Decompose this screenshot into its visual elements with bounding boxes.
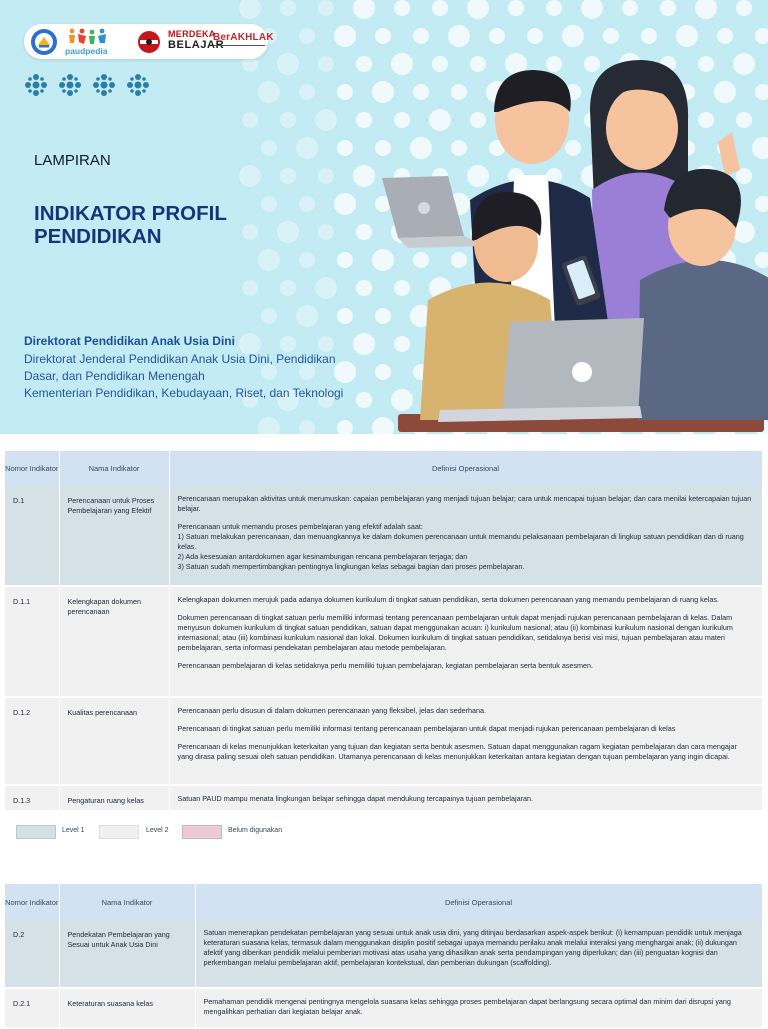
people-with-laptops-illustration	[380, 50, 768, 434]
title-line-2: PENDIDIKAN	[34, 225, 162, 248]
table-row	[5, 988, 762, 1028]
pattern-dot	[296, 305, 318, 327]
definition-paragraph: Perencanaan perlu disusun di dalam dokumen perencanaan yang fleksibel, jelas dan sederhana.	[177, 706, 486, 715]
table-row	[5, 920, 762, 988]
legend-label-level1: Level 1	[62, 827, 85, 834]
pattern-dot	[242, 112, 258, 128]
definition-paragraph: Satuan PAUD mampu menata lingkungan belajar sehingga dapat mendukung tercapainya tujuan pembelajaran.	[177, 794, 533, 803]
pattern-dot	[375, 28, 391, 44]
merdeka-belajar-emblem	[136, 30, 162, 54]
directorate-name: Direktorat Pendidikan Anak Usia Dini	[24, 334, 235, 348]
indicator-number: D.2	[5, 920, 59, 988]
pattern-dot	[337, 140, 353, 156]
pattern-dot	[448, 25, 470, 47]
pattern-dot	[356, 224, 372, 240]
pattern-dot	[261, 140, 277, 156]
pattern-dot	[337, 420, 353, 434]
pattern-dot	[755, 28, 768, 44]
indicator-name: Pengaturan ruang kelas	[59, 785, 169, 811]
header-number: Nomor Indikator	[5, 884, 59, 920]
indicator-table-2	[5, 884, 763, 1029]
indicator-definition	[195, 988, 762, 1028]
pattern-dot	[432, 0, 448, 16]
pattern-dot	[261, 308, 277, 324]
definition-list-item: 2) Ada kesesuaian antardokumen agar kesinambungan rencana pembelajaran terjaga; dan	[177, 552, 468, 561]
pattern-dot	[277, 221, 299, 243]
ornament-icon	[127, 74, 149, 96]
pattern-dot	[280, 112, 296, 128]
header-definition: Definisi Operasional	[195, 884, 762, 920]
definition-paragraph: Perencanaan untuk memandu proses pembelajaran yang efektif adalah saat:	[177, 522, 423, 531]
pattern-dot	[356, 392, 372, 408]
berakhlak-logo	[213, 32, 274, 52]
indicator-definition	[169, 697, 762, 785]
indicator-number: D.1	[5, 486, 59, 586]
document-label: LAMPIRAN	[34, 152, 111, 169]
pattern-dot	[334, 25, 356, 47]
pattern-dot	[318, 0, 334, 16]
pattern-dot	[508, 0, 524, 16]
pattern-dot	[242, 280, 258, 296]
definition-paragraph: Perencanaan merupakan aktivitas untuk merumuskan: capaian pembelajaran yang menjadi tujuan belajar; cara untuk mencapai tujuan belajar; dan cara menilai ketercapaian tujuan belajar.	[177, 494, 752, 513]
indicator-name: Perencanaan untuk Proses Pembelajaran yang Efektif	[59, 486, 169, 586]
directorate-general-line-2: Dasar, dan Pendidikan Menengah	[24, 369, 205, 383]
pattern-dot	[258, 81, 280, 103]
legend-swatch-level1	[16, 825, 56, 839]
pattern-dot	[353, 333, 375, 355]
pattern-dot	[736, 0, 752, 16]
definition-paragraph: Satuan menerapkan pendekatan pembelajaran yang sesuai untuk anak usia dini, yang ditinjau berdasarkan aspek-aspek berikut: (i) kemampuan pendidik untuk menjaga keteraturan suasana kelas, termasuk dalam menggunakan disiplin positif sebagai upaya memandu perilaku anak melalui interaksi yang menghargai anak; (ii) dukungan afektif yang diberikan pendidik melalui pemberian motivasi atas usaha yang dihasilkan anak serta pendampingan yang diperlukan; dan (iii) penguatan kognisi dan perkembangan melalui pembelajaran aktif, pembelajaran kontekstual, dan pemberian dukungan (scaffolding).	[203, 928, 742, 967]
definition-list-item: 1) Satuan melakukan perencanaan, dan menuangkannya ke dalam dokumen perencanaan untuk memandu pelaksanaan pembelajaran di lingkup satuan pendidikan dan di ruang kelas.	[177, 532, 744, 551]
title-line-1: INDIKATOR PROFIL	[34, 202, 227, 225]
pattern-dot	[695, 0, 717, 19]
pattern-dot	[660, 0, 676, 16]
pattern-dot	[337, 308, 353, 324]
berakhlak-tagline-lines	[213, 45, 265, 52]
indicator-definition	[195, 920, 762, 988]
pattern-dot	[239, 0, 261, 19]
pattern-dot	[318, 168, 334, 184]
pattern-dot	[717, 28, 733, 44]
pattern-dot	[546, 0, 562, 16]
merdeka-text: MERDEKA	[168, 29, 216, 39]
indicator-name: Kelengkapan dokumen perencanaan	[59, 586, 169, 697]
header-name: Nama Indikator	[59, 451, 169, 486]
table-row	[5, 785, 762, 811]
pattern-dot	[315, 109, 337, 131]
ministry-name: Kementerian Pendidikan, Kebudayaan, Riset, dan Teknologi	[24, 386, 344, 400]
pattern-dot	[334, 193, 356, 215]
belajar-text: BELAJAR	[168, 39, 225, 51]
pattern-dot	[280, 168, 296, 184]
ornament-icon	[59, 74, 81, 96]
directorate-general-line-1: Direktorat Jenderal Pendidikan Anak Usia Dini, Pendidikan	[24, 352, 336, 366]
definition-paragraph: Perencanaan di tingkat satuan perlu memiliki informasi tentang perencanaan pembelajaran untuk dapat menjadi rujukan perencanaan pembelajaran di kelas	[177, 724, 676, 733]
pattern-dot	[413, 28, 429, 44]
paudpedia-logo	[64, 27, 128, 57]
cover-banner	[0, 0, 768, 434]
header-definition: Definisi Operasional	[169, 451, 762, 486]
legend-swatch-level2	[99, 825, 139, 839]
pattern-dot	[356, 112, 372, 128]
indicator-name: Kualitas perencanaan	[59, 697, 169, 785]
definition-paragraph: Kelengkapan dokumen merujuk pada adanya dokumen kurikulum di tingkat satuan pendidikan, serta dokumen perencanaan yang memandu pembelajaran di ruang kelas.	[177, 595, 719, 604]
pattern-dot	[299, 84, 315, 100]
pattern-dot	[353, 0, 375, 19]
indicator-number: D.2.1	[5, 988, 59, 1028]
indicator-number: D.1.3	[5, 785, 59, 811]
pattern-dot	[258, 417, 280, 434]
ornament-icon	[93, 74, 115, 96]
pattern-dot	[676, 25, 698, 47]
pattern-dot	[258, 249, 280, 271]
pattern-dot	[299, 196, 315, 212]
decorative-ornaments	[22, 70, 152, 100]
pattern-dot	[562, 25, 584, 47]
pattern-dot	[299, 28, 315, 44]
pattern-dot	[527, 28, 543, 44]
indicator-name: Keteraturan suasana kelas	[59, 988, 195, 1028]
definition-paragraph: Pemahaman pendidik mengenai pentingnya mengelola suasana kelas sehingga proses pembelajaran dapat berlangsung secara optimal dan minim dari disrupsi yang mengalihkan perhatian dari kegiatan belajar anak.	[203, 997, 731, 1016]
table-row	[5, 697, 762, 785]
header-number: Nomor Indikator	[5, 451, 59, 486]
pattern-dot	[299, 420, 315, 434]
definition-paragraph: Perencanaan di kelas menunjukkan keterkaitan yang tujuan dan kegiatan serta bentuk asesmen. Satuan dapat menggunakan ragam kegiatan pembelajaran dan cara mengajar yang dirasa paling sesuai oleh satuan pendidikan. Utamanya perencanaan di kelas menunjukkan keterkaitan antara kegiatan dengan tujuan pembelajaran yang ingin dicapai.	[177, 742, 737, 761]
pattern-dot	[467, 0, 489, 19]
indicator-definition	[169, 586, 762, 697]
indicator-number: D.1.2	[5, 697, 59, 785]
pattern-dot	[641, 28, 657, 44]
pattern-dot	[337, 252, 353, 268]
indicator-table-1	[5, 451, 763, 812]
pattern-dot	[394, 0, 410, 16]
pattern-dot	[299, 252, 315, 268]
pattern-dot	[603, 28, 619, 44]
tut-wuri-handayani-logo	[30, 28, 58, 56]
legend-swatch-unused	[182, 825, 222, 839]
pattern-dot	[622, 0, 638, 16]
pattern-dot	[239, 165, 261, 187]
organization-block	[24, 333, 343, 402]
pattern-dot	[280, 0, 296, 16]
pattern-dot	[242, 224, 258, 240]
page-title	[34, 202, 227, 248]
header-name: Nama Indikator	[59, 884, 195, 920]
berakhlak-wordmark: BerAKHLAK	[213, 32, 274, 43]
definition-paragraph: Dokumen perencanaan di tingkat satuan perlu memiliki informasi tentang perencanaan pembelajaran untuk dapat menjadi rujukan perencanaan pembelajaran di kelas. Dalam menyusun dokumen kurikulum di tingkat satuan pendidikan, satuan dapat menggunakan acuan: i) kurikulum nasional; atau (ii) kombinasi kurikulum nasional dengan kurikulum internasional; atau (iii) kombinasi kurikulum nasional dan lokal. Dokumen kurikulum di tingkat satuan pendidikan, setidaknya berisi visi misi, tujuan pembelajaran atau materi pembelajaran, serta informasi pendekatan pembelajaran atau metode pembelajaran.	[177, 613, 733, 652]
pattern-dot	[356, 280, 372, 296]
table-row	[5, 586, 762, 697]
legend-label-unused: Belum digunakan	[228, 827, 283, 834]
pattern-dot	[581, 0, 603, 19]
pattern-dot	[261, 196, 277, 212]
indicator-definition	[169, 486, 762, 586]
indicator-definition	[169, 785, 762, 811]
definition-paragraph: Perencanaan pembelajaran di kelas setidaknya perlu memiliki tujuan pembelajaran, kegiatan pembelajaran serta bentuk asesmen.	[177, 661, 594, 670]
logo-bar	[24, 24, 274, 59]
pattern-dot	[353, 165, 375, 187]
legend-label-level2: Level 2	[146, 827, 169, 834]
indicator-number: D.1.1	[5, 586, 59, 697]
paudpedia-wordmark: paudpedia	[65, 46, 108, 56]
pattern-dot	[277, 53, 299, 75]
pattern-dot	[315, 277, 337, 299]
ornament-icon	[25, 74, 47, 96]
pattern-dot	[356, 56, 372, 72]
definition-list-item: 3) Satuan sudah mempertimbangkan pentingnya lingkungan kelas sebagai bagian dari proses pembelajaran.	[177, 562, 525, 571]
indicator-name: Pendekatan Pembelajaran yang Sesuai untuk Anak Usia Dini	[59, 920, 195, 988]
pattern-dot	[280, 280, 296, 296]
table-row	[5, 486, 762, 586]
pattern-dot	[318, 56, 334, 72]
pattern-dot	[337, 84, 353, 100]
pattern-dot	[489, 28, 505, 44]
pattern-dot	[296, 137, 318, 159]
pattern-dot	[318, 224, 334, 240]
